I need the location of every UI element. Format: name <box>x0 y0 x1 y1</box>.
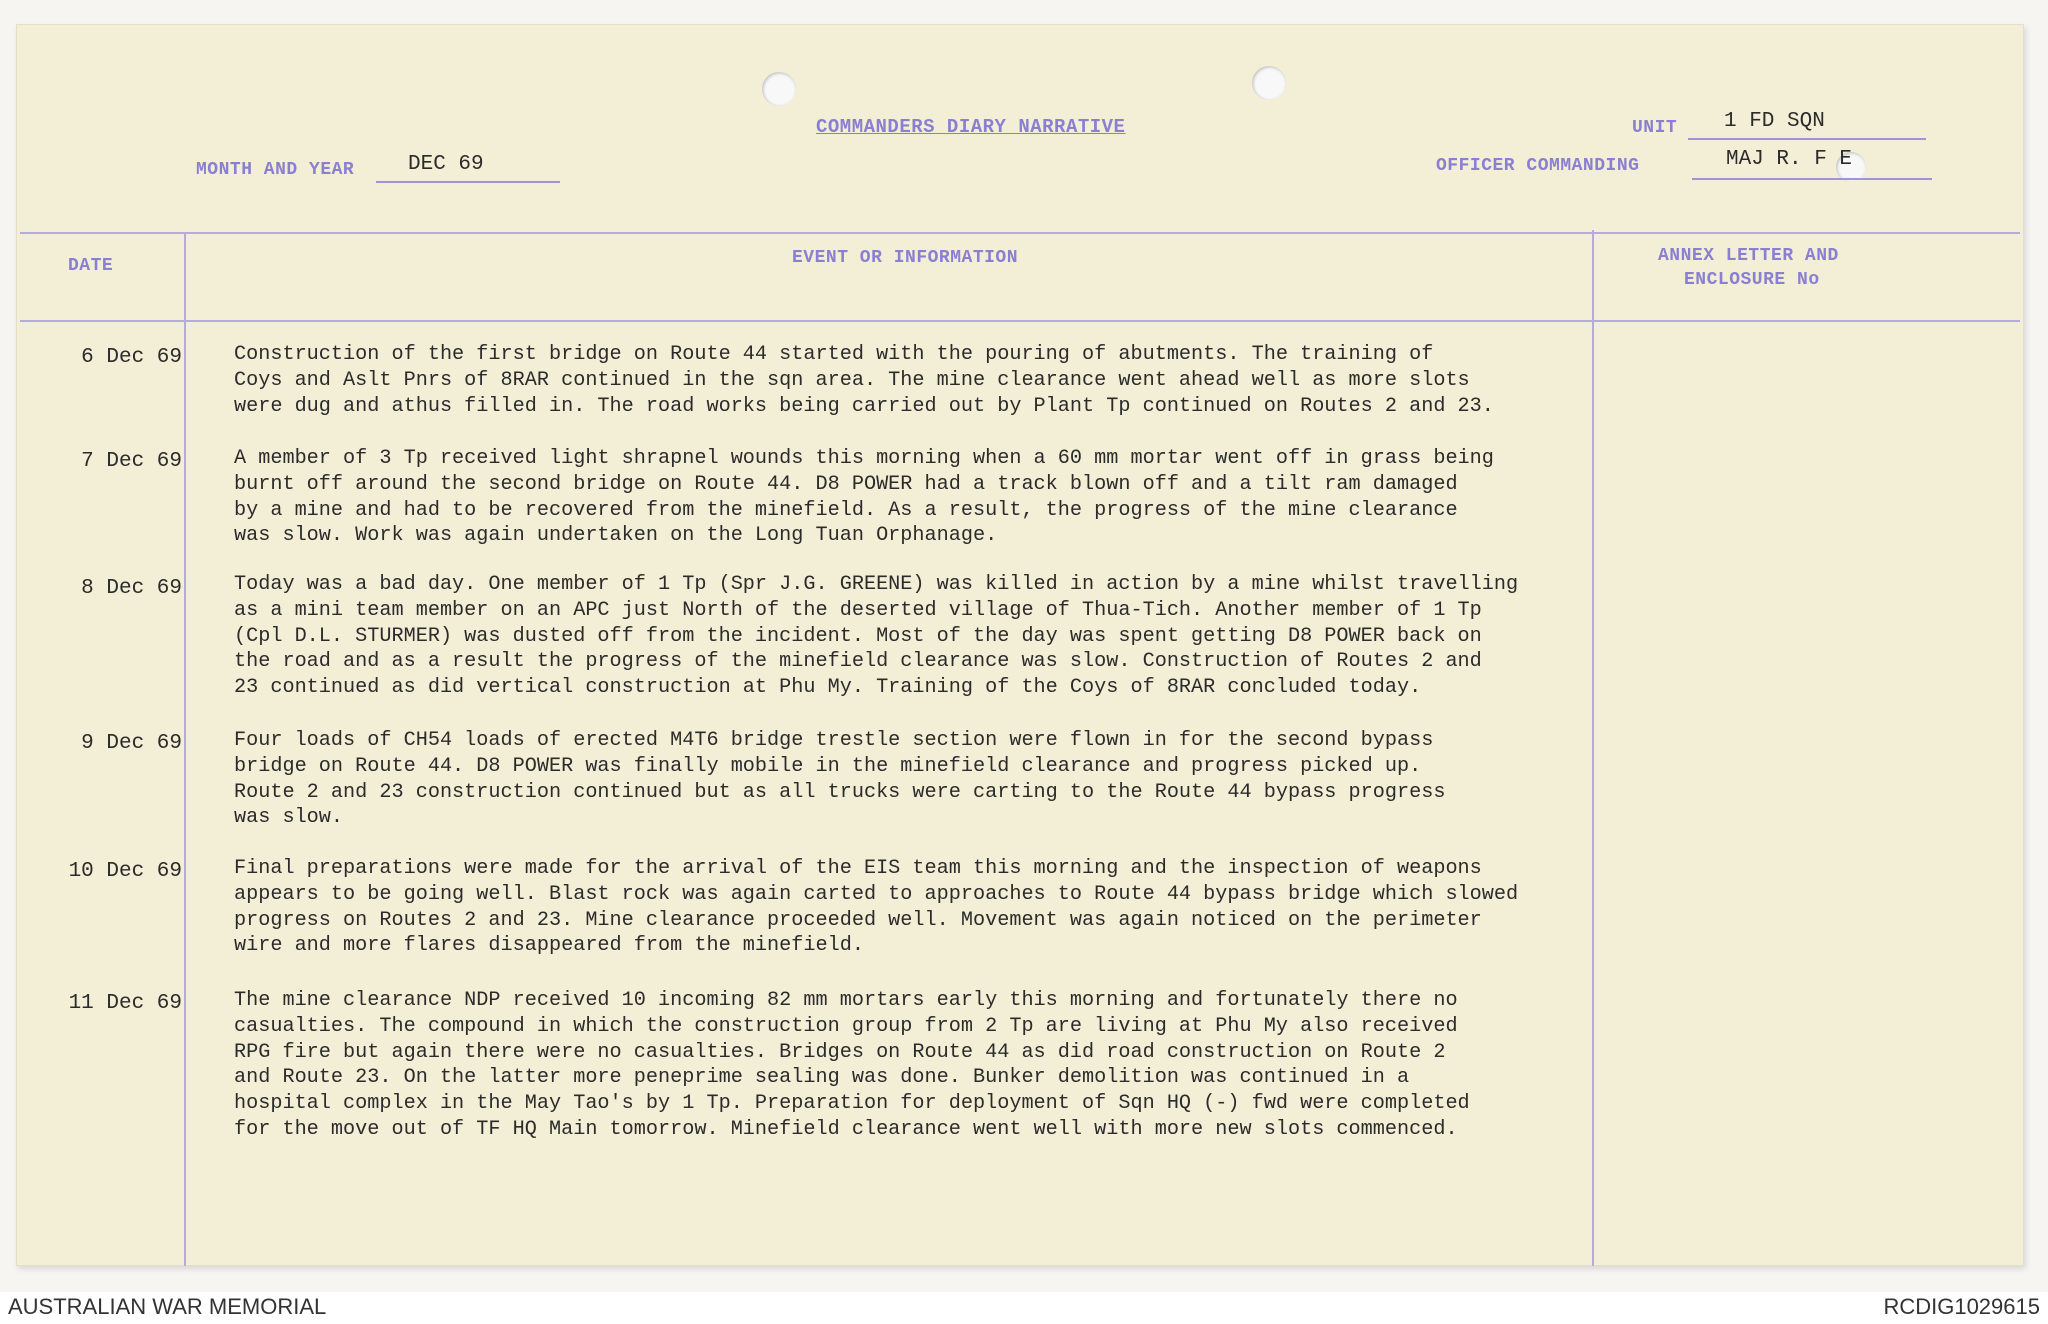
entry-date: 9 Dec 69 <box>81 732 182 755</box>
entry-date: 8 Dec 69 <box>81 577 182 600</box>
archive-reference: RCDIG1029615 <box>1883 1294 2040 1319</box>
entry-date: 6 Dec 69 <box>81 346 182 369</box>
entry-text: Construction of the first bridge on Route 44 started with the pouring of abutments. The training of Coys and Aslt Pnrs of 8RAR continued in the sqn area. The mine clearance went ahead well as more slots were dug and athus filled in. The road works being carried out by Plant Tp continued on Routes 2 and 23. <box>234 343 1494 418</box>
punch-hole-left <box>762 72 796 106</box>
column-header-annex-line1: ANNEX LETTER AND <box>1658 246 1839 266</box>
month-year-underline <box>376 181 560 183</box>
month-year-value: DEC 69 <box>408 153 484 176</box>
archive-name: AUSTRALIAN WAR MEMORIAL <box>8 1294 327 1319</box>
column-header-annex-line2: ENCLOSURE No <box>1684 270 1820 290</box>
entry-text: The mine clearance NDP received 10 incoming 82 mm mortars early this morning and fortunately there no casualties. The compound in which the construction group from 2 Tp are living at Phu My also received RPG fire but again there were no casualties. Bridges on Route 44 as did road construction on Route 2 and Route 23. On the latter more peneprime sealing was done. Bunker demolition was continued in a hospital complex in the May Tao's by 1 Tp. Preparation for deployment of Sqn HQ (-) fwd were completed for the move out of TF HQ Main tomorrow. Minefield clearance went well with more new slots commenced. <box>234 989 1470 1141</box>
officer-commanding-underline <box>1692 178 1932 180</box>
unit-label: UNIT <box>1632 118 1678 138</box>
punch-hole-right <box>1252 66 1286 100</box>
month-year-label: MONTH AND YEAR <box>196 160 355 180</box>
entry-date: 7 Dec 69 <box>81 450 182 473</box>
officer-commanding-label: OFFICER COMMANDING <box>1436 156 1640 176</box>
unit-underline <box>1688 138 1926 140</box>
officer-commanding-value: MAJ R. F E <box>1726 148 1853 171</box>
archive-footer <box>0 1292 2048 1324</box>
entry-date: 10 Dec 69 <box>68 860 182 883</box>
unit-value: 1 FD SQN <box>1724 110 1825 133</box>
entry-text: A member of 3 Tp received light shrapnel wounds this morning when a 60 mm mortar went off in grass being burnt off around the second bridge on Route 44. D8 POWER had a track blown off and a tilt ram damaged by a mine and had to be recovered from the minefield. As a result, the progress of the mine clearance was slow. Work was again undertaken on the Long Tuan Orphanage. <box>234 447 1494 548</box>
column-header-event: EVENT OR INFORMATION <box>792 248 1019 268</box>
table-top-rule <box>20 232 2020 234</box>
diary-page <box>16 24 2024 1266</box>
entry-text: Four loads of CH54 loads of erected M4T6 bridge trestle section were flown in for the second bypass bridge on Route 44. D8 POWER was finally mobile in the minefield clearance and progress picked up. Route 2 and 23 construction continued but as all trucks were carting to the Route 44 bypass progress was slow. <box>234 729 1446 830</box>
header-bottom-rule <box>20 320 2020 322</box>
date-column-rule <box>184 232 186 1266</box>
entry-date: 11 Dec 69 <box>68 992 182 1015</box>
entry-text: Today was a bad day. One member of 1 Tp (Spr J.G. GREENE) was killed in action by a mine whilst travelling as a mini team member on an APC just North of the deserted village of Thua-Tich. Another member of 1 Tp (Cpl D.L. STURMER) was dusted off from the incident. Most of the day was spent getting D8 POWER back on the road and as a result the progress of the minefield clearance was slow. Construction of Routes 2 and 23 continued as did vertical construction at Phu My. Training of the Coys of 8RAR concluded today. <box>234 573 1519 700</box>
entry-text: Final preparations were made for the arrival of the EIS team this morning and the inspection of weapons appears to be going well. Blast rock was again carted to approaches to Route 44 bypass bridge which slowed progress on Routes 2 and 23. Mine clearance proceeded well. Movement was again noticed on the perimeter wire and more flares disappeared from the minefield. <box>234 857 1519 958</box>
column-header-date: DATE <box>68 256 114 276</box>
form-title: COMMANDERS DIARY NARRATIVE <box>816 116 1126 138</box>
